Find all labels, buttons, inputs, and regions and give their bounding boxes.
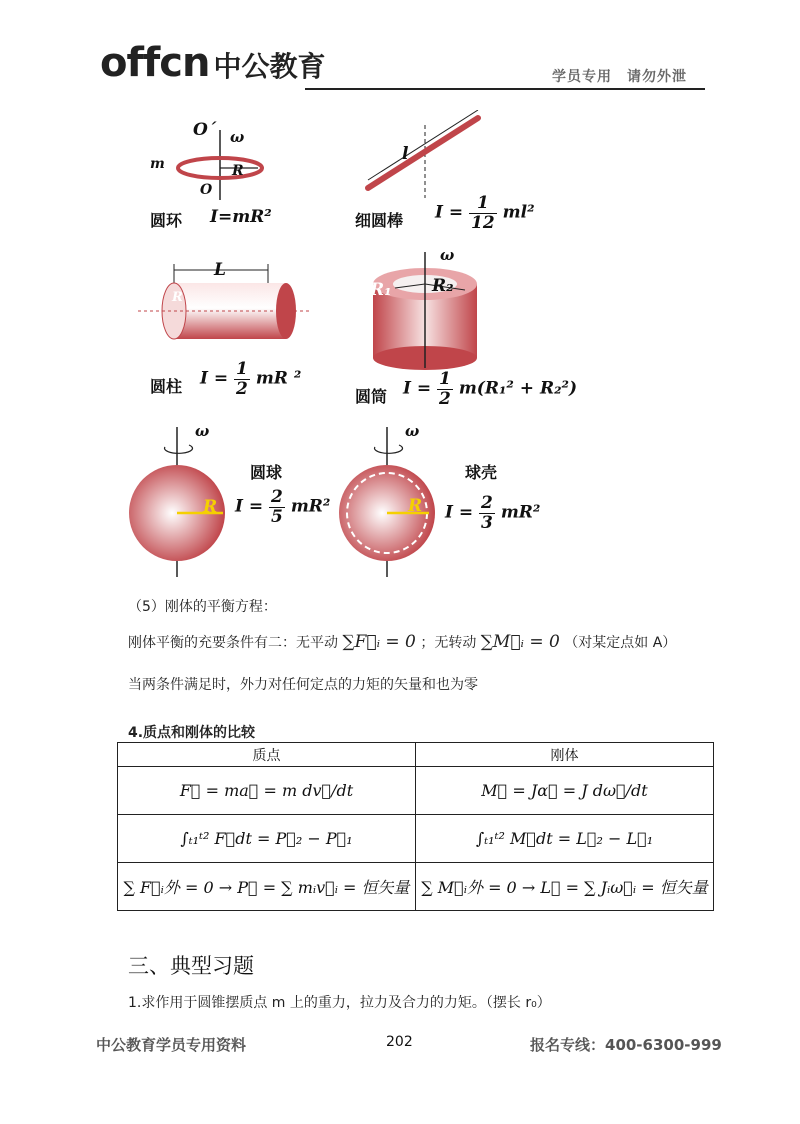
cylinder-l: L	[214, 260, 226, 280]
shell-omega: ω	[405, 422, 420, 440]
eq-sum-m: ∑M⃗ᵢ = 0	[480, 632, 560, 652]
table-row	[118, 815, 714, 863]
header-notice: 学员专用 请勿外泄	[552, 69, 687, 85]
sphere-den: 5	[271, 506, 283, 527]
rod-den: 12	[471, 212, 495, 233]
equilibrium-note: 当两条件满足时，外力对任何定点的力矩的矢量和也为零	[128, 677, 478, 693]
tube-den: 2	[439, 388, 451, 409]
sphere-formula-prefix: I =	[235, 496, 264, 517]
tube-formula	[403, 370, 577, 408]
rod-figure	[360, 110, 490, 200]
cylinder-r: R	[172, 290, 183, 305]
cylinder-formula-prefix: I =	[200, 368, 229, 389]
cylinder-num: 1	[236, 359, 248, 379]
shell-formula-prefix: I =	[445, 502, 474, 523]
table-cell: F⃗ = ma⃗ = m dv⃗/dt	[118, 767, 416, 815]
sphere-formula-suffix: mR²	[290, 496, 331, 517]
table-row	[118, 767, 714, 815]
sphere-r: R	[203, 497, 218, 517]
cylinder-formula-suffix: mR ²	[255, 368, 302, 389]
section-title: 三、典型习题	[128, 954, 254, 978]
footer-left: 中公教育学员专用资料	[96, 1036, 247, 1054]
ring-m: m	[150, 156, 165, 172]
table-cell: ∑ F⃗ᵢ外 = 0 → P⃗ = ∑ mᵢv⃗ᵢ = 恒矢量	[118, 863, 416, 911]
eq-tail: （对某定点如 A）	[564, 635, 677, 651]
shell-formula-suffix: mR²	[500, 502, 541, 523]
tube-formula-suffix: m(R₁² + R₂²)	[458, 378, 578, 399]
eq-line-a: 刚体平衡的充要条件有二：无平动	[128, 635, 338, 651]
rod-l: l	[402, 144, 409, 164]
tube-label: 圆筒	[355, 387, 388, 406]
tube-r1: R₁	[370, 280, 392, 300]
tube-figure	[365, 248, 485, 373]
sphere-label: 圆球	[250, 463, 283, 482]
sphere-num: 2	[271, 487, 283, 507]
shell-num: 2	[481, 493, 493, 513]
page-number: 202	[386, 1034, 413, 1050]
rod-num: 1	[469, 194, 497, 214]
rod-label: 细圆棒	[355, 211, 404, 230]
table-header: 刚体	[416, 743, 714, 767]
logo-en: offcn	[100, 40, 210, 86]
table-row	[118, 863, 714, 911]
rod-formula-prefix: I =	[435, 202, 464, 223]
table-cell: M⃗ = Jα⃗ = J dω⃗/dt	[416, 767, 714, 815]
tube-r2: R₂	[432, 276, 454, 296]
equilibrium-heading: （5）刚体的平衡方程：	[128, 599, 277, 615]
table-cell: ∫ₜ₁ᵗ² F⃗dt = P⃗₂ − P⃗₁	[118, 815, 416, 863]
eq-mid: ；无转动	[420, 635, 477, 651]
rod-formula-suffix: ml²	[502, 202, 535, 223]
tube-formula-prefix: I =	[403, 378, 432, 399]
table-cell: ∑ M⃗ᵢ外 = 0 → L⃗ = ∑ Jᵢω⃗ᵢ = 恒矢量	[416, 863, 714, 911]
header-rule	[305, 88, 705, 90]
shell-formula	[445, 494, 540, 532]
ring-o-bottom: O	[200, 182, 213, 198]
shell-label: 球壳	[465, 463, 498, 482]
eq-sum-f: ∑F⃗ᵢ = 0	[342, 632, 416, 652]
offcn-logo	[100, 40, 326, 86]
footer-right: 报名专线：400-6300-999	[530, 1036, 722, 1054]
shell-r: R	[408, 496, 423, 516]
table-header-row	[118, 743, 714, 767]
cylinder-den: 2	[236, 378, 248, 399]
compare-title: 4.质点和刚体的比较	[128, 725, 256, 741]
tube-omega: ω	[440, 246, 455, 264]
table-header: 质点	[118, 743, 416, 767]
sphere-figure	[125, 425, 235, 580]
logo-cn: 中公教育	[213, 50, 326, 83]
shell-den: 3	[481, 512, 493, 533]
cylinder-formula	[200, 360, 301, 398]
ring-formula: I=mR²	[210, 207, 272, 227]
table-cell: ∫ₜ₁ᵗ² M⃗dt = L⃗₂ − L⃗₁	[416, 815, 714, 863]
question-1: 1.求作用于圆锥摆质点 m 上的重力，拉力及合力的力矩。（摆长 r₀）	[128, 995, 551, 1011]
equilibrium-conditions	[128, 632, 676, 652]
comparison-table	[117, 742, 714, 911]
rod-formula	[435, 194, 535, 232]
cylinder-label: 圆柱	[150, 377, 183, 396]
tube-num: 1	[439, 369, 451, 389]
sphere-formula	[235, 488, 330, 526]
shell-figure	[335, 425, 445, 580]
ring-omega: ω	[230, 128, 245, 146]
ring-label: 圆环	[150, 211, 183, 230]
ring-r: R	[232, 163, 244, 179]
sphere-omega: ω	[195, 422, 210, 440]
ring-o-top: O´	[193, 120, 217, 140]
